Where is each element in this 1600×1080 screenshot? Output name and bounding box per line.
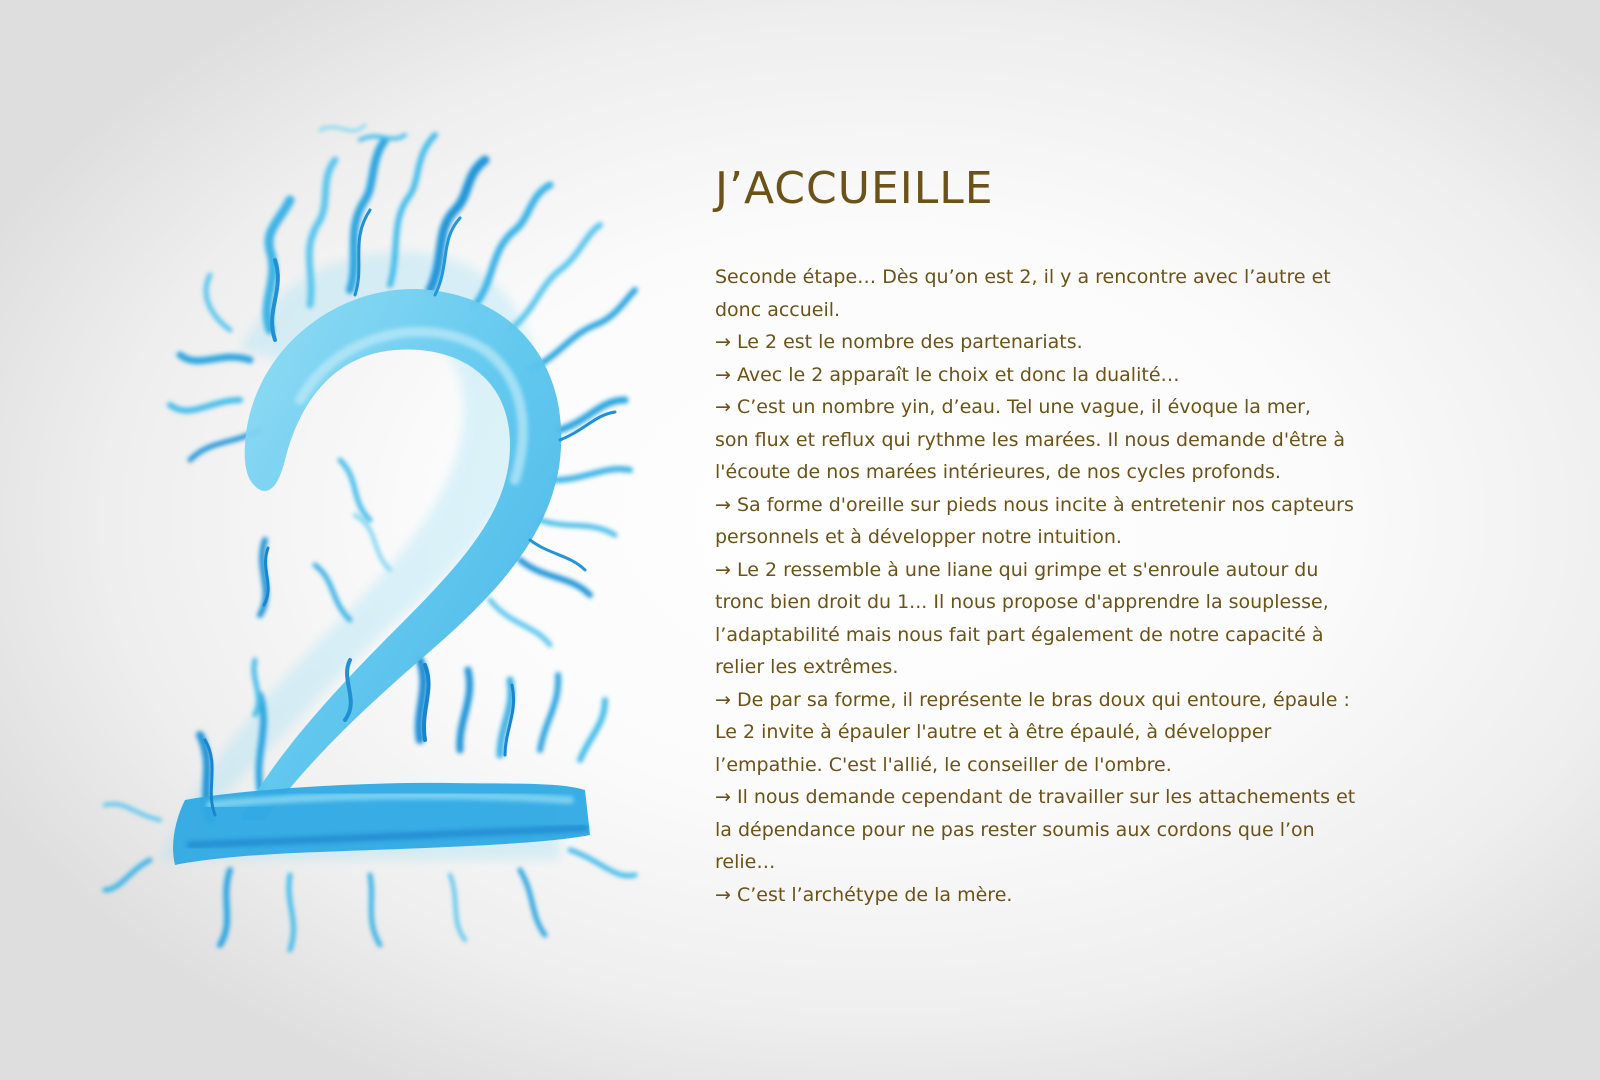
text-line: → C’est un nombre yin, d’eau. Tel une vague, il évoque la mer,: [715, 396, 1311, 419]
text-line: → Avec le 2 apparaît le choix et donc la dualité…: [715, 363, 1180, 386]
text-line: → C’est l’archétype de la mère.: [715, 883, 1013, 906]
text-line: → Le 2 ressemble à une liane qui grimpe et s'enroule autour du: [715, 558, 1319, 581]
text-line: donc accueil.: [715, 298, 841, 321]
text-line: → De par sa forme, il représente le bras doux qui entoure, épaule :: [715, 688, 1350, 711]
text-line: tronc bien droit du 1... Il nous propose d'apprendre la souplesse,: [715, 591, 1329, 614]
text-line: l’empathie. C'est l'allié, le conseiller de l'ombre.: [715, 753, 1172, 776]
text-line: personnels et à développer notre intuition.: [715, 526, 1122, 549]
text-line: l'écoute de nos marées intérieures, de nos cycles profonds.: [715, 461, 1281, 484]
text-panel: [715, 165, 1515, 911]
page-title: J’ACCUEILLE: [715, 163, 994, 214]
text-line: → Il nous demande cependant de travailler sur les attachements et: [715, 786, 1356, 809]
description-paragraph: [715, 261, 1515, 911]
text-line: Seconde étape… Dès qu’on est 2, il y a rencontre avec l’autre et: [715, 266, 1331, 289]
text-line: relie…: [715, 851, 776, 874]
text-line: Le 2 invite à épauler l'autre et à être épaulé, à développer: [715, 721, 1272, 744]
text-line: l’adaptabilité mais nous fait part également de notre capacité à: [715, 623, 1324, 646]
text-line: son flux et reflux qui rythme les marées. Il nous demande d'être à: [715, 428, 1345, 451]
watercolor-number-two-illustration: [90, 100, 690, 970]
text-line: relier les extrêmes.: [715, 656, 899, 679]
text-line: → Sa forme d'oreille sur pieds nous incite à entretenir nos capteurs: [715, 493, 1354, 516]
text-line: → Le 2 est le nombre des partenariats.: [715, 331, 1083, 354]
text-line: la dépendance pour ne pas rester soumis aux cordons que l’on: [715, 818, 1315, 841]
